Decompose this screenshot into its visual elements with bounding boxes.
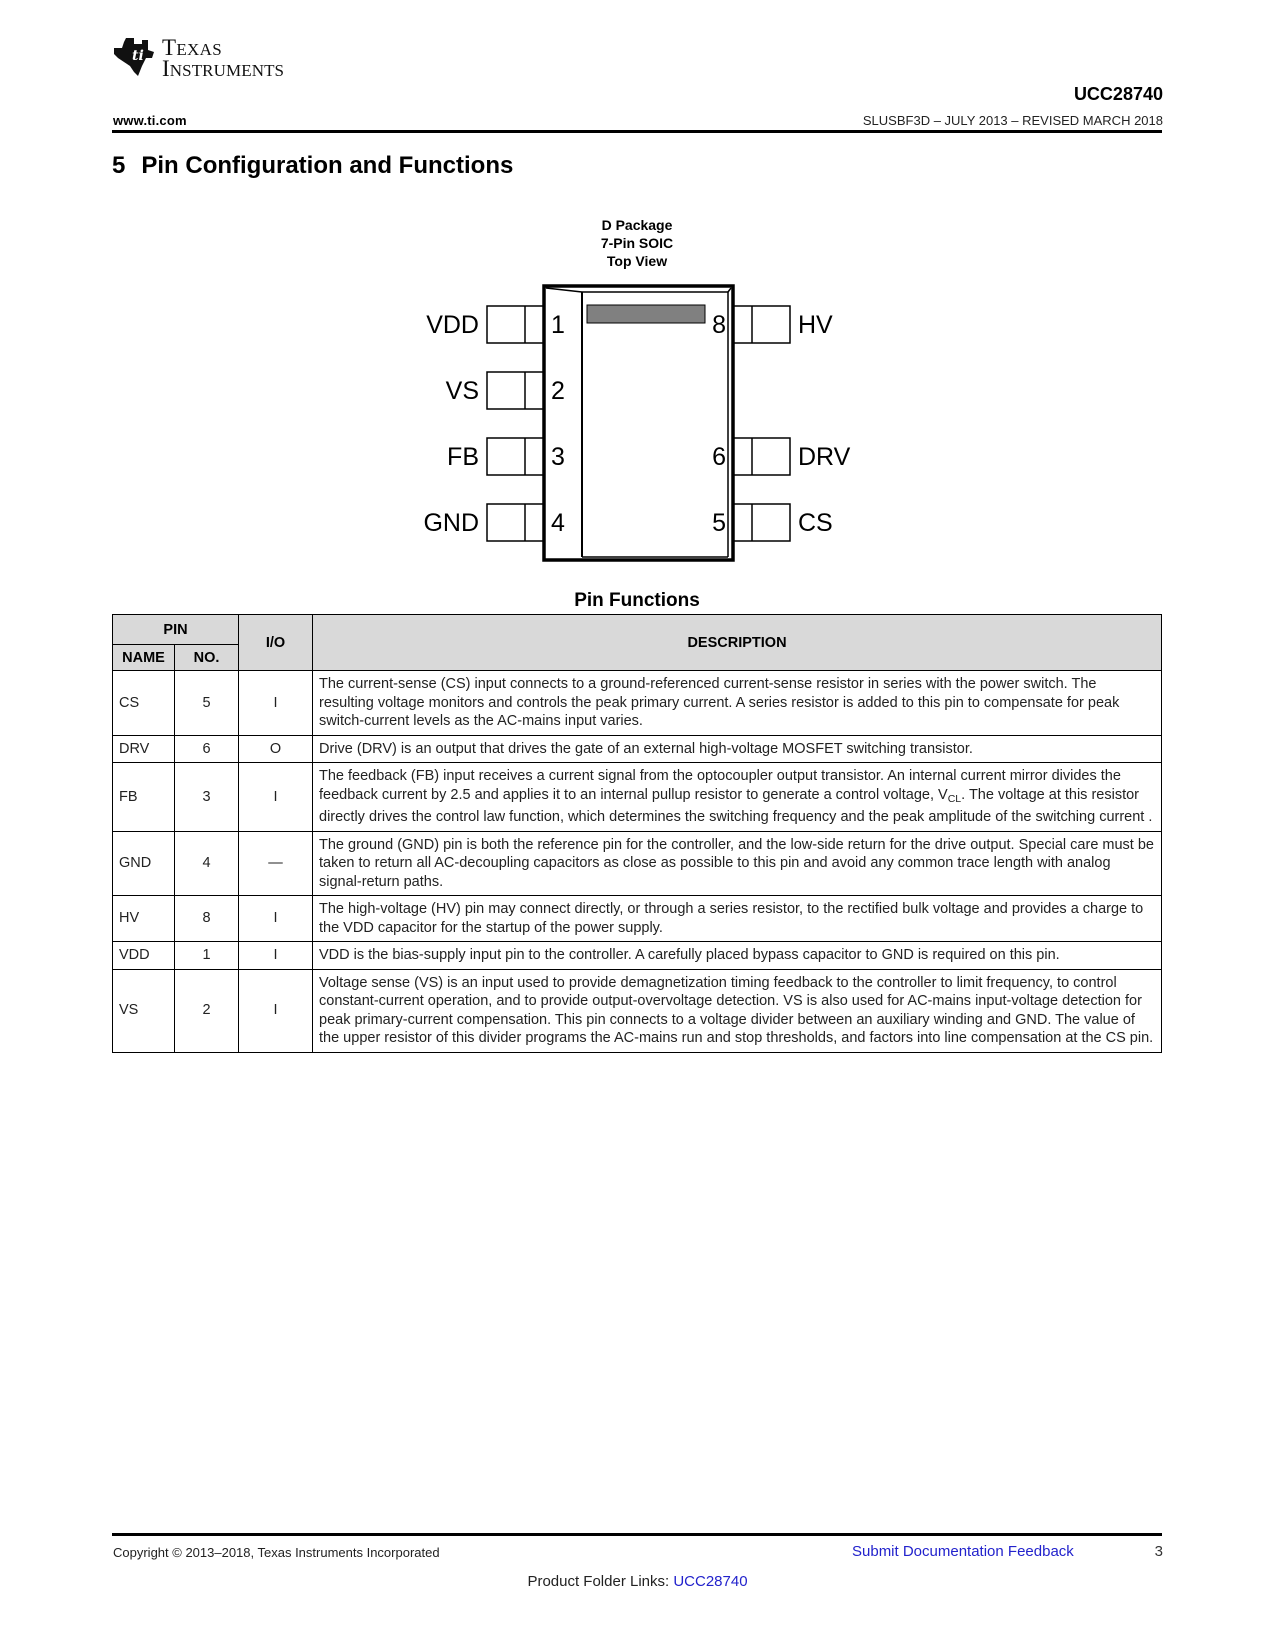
header-io: I/O: [239, 615, 313, 671]
description-text: . The voltage at this resistor directly drives the control law function, which determines the switching frequency and the peak amplitude of the switching current .: [319, 786, 1153, 825]
cell-description: Drive (DRV) is an output that drives the gate of an external high-voltage MOSFET switching transistor.: [313, 735, 1162, 763]
header-no: NO.: [175, 645, 239, 671]
cell-io: I: [239, 896, 313, 942]
cell-description: VDD is the bias-supply input pin to the controller. A carefully placed bypass capacitor to GND is required on this pin.: [313, 942, 1162, 970]
table-row: [113, 831, 1162, 896]
pin-number-right: 6: [712, 443, 726, 471]
cell-name: HV: [113, 896, 175, 942]
page-number: 3: [1154, 1543, 1163, 1560]
package-diagram: [0, 0, 1275, 580]
cell-no: 2: [175, 969, 239, 1052]
cell-no: 4: [175, 831, 239, 896]
pin-label-right: CS: [798, 509, 833, 537]
cell-no: 8: [175, 896, 239, 942]
cell-no: 3: [175, 763, 239, 832]
package-caption-line3: Top View: [606, 253, 668, 269]
subscript-cl: CL: [947, 792, 962, 805]
logo-line-1: TEXAS: [162, 35, 222, 60]
cell-description: The high-voltage (HV) pin may connect directly, or through a series resistor, to the rectified bulk voltage and provides a charge to the VDD capacitor for the startup of the power supply.: [313, 896, 1162, 942]
svg-text:ti: ti: [132, 48, 144, 64]
product-folder-link[interactable]: UCC28740: [673, 1573, 748, 1590]
pin-number-left: 2: [551, 377, 565, 405]
folder-links-label: Product Folder Links:: [527, 1573, 674, 1590]
cell-io: O: [239, 735, 313, 763]
site-url-link[interactable]: www.ti.com: [113, 113, 187, 128]
cell-description: [313, 763, 1162, 832]
cell-name: DRV: [113, 735, 175, 763]
cell-name: GND: [113, 831, 175, 896]
table-row: [113, 969, 1162, 1052]
cell-io: I: [239, 969, 313, 1052]
pin-number-left: 1: [551, 311, 565, 339]
header-name: NAME: [113, 645, 175, 671]
footer-rule: [112, 1533, 1162, 1536]
cell-name: CS: [113, 671, 175, 736]
cell-name: VDD: [113, 942, 175, 970]
cell-description: Voltage sense (VS) is an input used to provide demagnetization timing feedback to the controller to limit frequency, to control constant-current operation, and to provide output-overvoltage detection. VS is also used for AC-mains input-voltage detection for peak primary-current compensation. This pin connects to a voltage divider between an auxiliary winding and GND. The value of the upper resistor of this divider programs the AC-mains run and stop thresholds, and factors into line compensation at the CS pin.: [313, 969, 1162, 1052]
submit-feedback-link[interactable]: Submit Documentation Feedback: [852, 1543, 1074, 1560]
package-caption-line1: D Package: [601, 217, 673, 233]
cell-name: FB: [113, 763, 175, 832]
pin-number-left: 3: [551, 443, 565, 471]
pin-label-left: VS: [445, 377, 479, 405]
table-row: [113, 896, 1162, 942]
cell-io: —: [239, 831, 313, 896]
product-folder-links: [0, 1573, 1275, 1590]
pin-number-right: 8: [712, 311, 726, 339]
doc-revision: SLUSBF3D – JULY 2013 – REVISED MARCH 2018: [862, 113, 1163, 128]
package-caption-line2: 7-Pin SOIC: [600, 235, 674, 251]
section-number: 5: [112, 152, 126, 179]
pin-label-left: FB: [447, 443, 479, 471]
table-row: [113, 671, 1162, 736]
header-pin: PIN: [113, 615, 239, 645]
cell-no: 1: [175, 942, 239, 970]
logo-line-2: INSTRUMENTS: [162, 56, 285, 81]
section-title-text: Pin Configuration and Functions: [141, 152, 514, 179]
cell-name: VS: [113, 969, 175, 1052]
pin-label-right: HV: [798, 311, 833, 339]
cell-no: 6: [175, 735, 239, 763]
cell-no: 5: [175, 671, 239, 736]
cell-io: I: [239, 763, 313, 832]
pin-label-left: VDD: [426, 311, 479, 339]
table-row: [113, 763, 1162, 832]
pin-functions-table: [112, 614, 1162, 1053]
table-title: Pin Functions: [574, 590, 700, 611]
cell-description: The current-sense (CS) input connects to a ground-referenced current-sense resistor in series with the power switch. The resulting voltage monitors and controls the peak primary current. A series resistor is added to this pin to compensate for peak switch-current levels as the AC-mains input varies.: [313, 671, 1162, 736]
copyright: Copyright © 2013–2018, Texas Instruments Incorporated: [113, 1545, 440, 1560]
pin-label-right: DRV: [798, 443, 851, 471]
part-number: UCC28740: [1073, 84, 1163, 104]
table-row: [113, 942, 1162, 970]
pin-number-left: 4: [551, 509, 565, 537]
cell-description: The ground (GND) pin is both the reference pin for the controller, and the low-side return for the drive output. Special care must be taken to return all AC-decoupling capacitors as close as possible to this pin and avoid any common trace length with analog signal-return paths.: [313, 831, 1162, 896]
pin-number-right: 5: [712, 509, 726, 537]
description-text: The feedback (FB) input receives a current signal from the optocoupler output transistor. An internal current mirror divides the feedback current by 2.5 and applies it to an internal pullup resistor to generate a control voltage, V: [319, 768, 1121, 803]
cell-io: I: [239, 942, 313, 970]
pin-label-left: GND: [423, 509, 479, 537]
pin1-marker: [587, 305, 705, 323]
header-description: DESCRIPTION: [313, 615, 1162, 671]
cell-io: I: [239, 671, 313, 736]
table-row: [113, 735, 1162, 763]
